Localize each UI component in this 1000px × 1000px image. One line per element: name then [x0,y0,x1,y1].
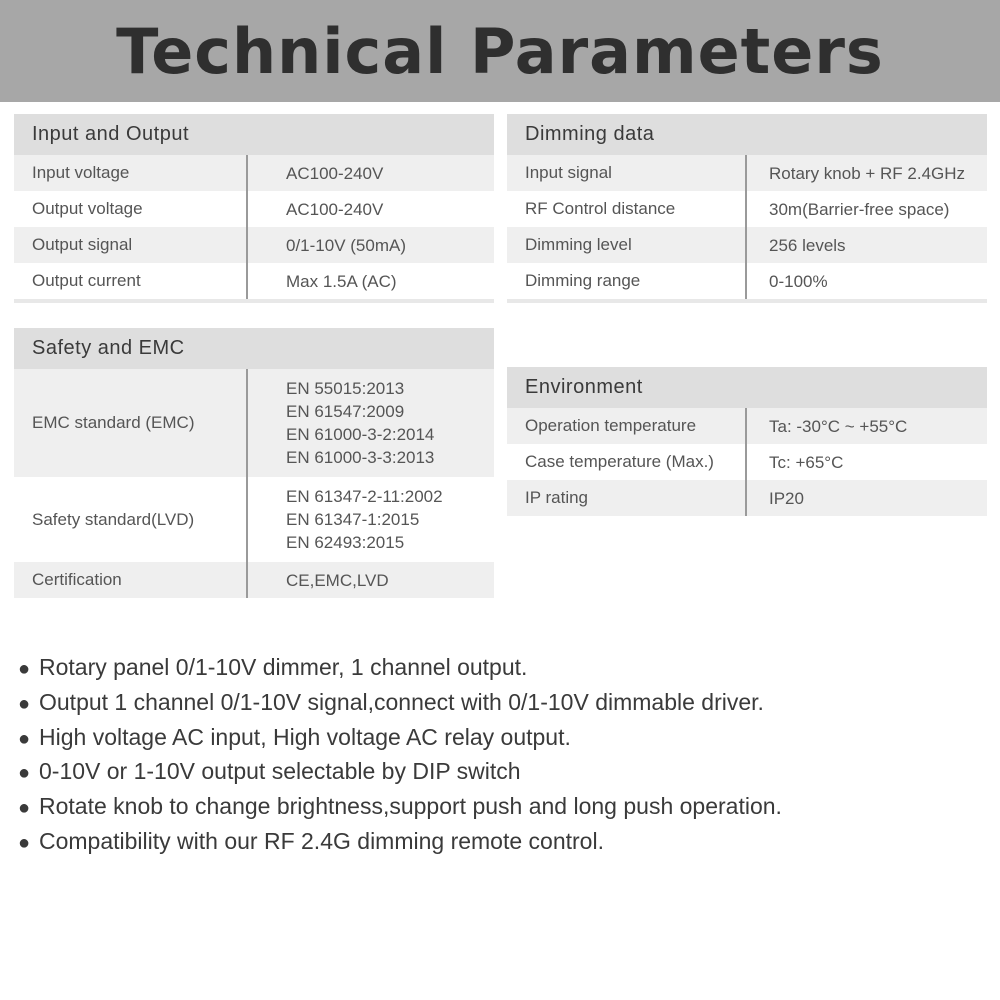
bullet-icon: ● [18,658,31,680]
row-label: Input signal [507,155,747,191]
row-label: Output signal [14,227,248,263]
standard-line: EN 61000-3-2:2014 [286,425,435,444]
row-label: Input voltage [14,155,248,191]
row-value: Ta: -30°C ~ +55°C [769,416,908,436]
bullet-icon: ● [18,831,31,854]
table-row [14,227,494,263]
row-value: 0/1-10V (50mA) [286,235,406,255]
table-row [507,155,987,191]
row-label: RF Control distance [507,191,747,227]
dimming-heading: Dimming data [507,114,987,155]
list-item [18,754,988,789]
feature-text: Compatibility with our RF 2.4G dimming remote control. [39,827,604,854]
table-row [14,263,494,299]
list-item [18,685,988,720]
table-row [507,227,987,263]
dimming-table [507,114,987,303]
standard-line: EN 62493:2015 [286,533,405,552]
environment-heading: Environment [507,367,987,408]
row-value: Tc: +65°C [769,452,844,472]
safety-emc-table [14,328,494,598]
row-label: Case temperature (Max.) [507,444,747,480]
environment-table [507,367,987,516]
bullet-icon: ● [18,692,31,715]
row-value [248,477,443,562]
list-item [18,789,988,824]
row-label: Safety standard(LVD) [14,477,248,562]
row-label: EMC standard (EMC) [14,369,248,477]
standard-line: EN 55015:2013 [286,379,405,398]
list-item [18,650,988,685]
row-label: Output voltage [14,191,248,227]
title-banner [0,0,1000,102]
safety-emc-heading: Safety and EMC [14,328,494,369]
row-value: 256 levels [769,235,846,255]
list-item [18,824,988,859]
row-value: IP20 [769,488,804,508]
row-value: 30m(Barrier-free space) [769,199,950,219]
row-label: Output current [14,263,248,299]
row-label: Dimming level [507,227,747,263]
table-row [14,562,494,598]
row-label: Operation temperature [507,408,747,444]
row-value: Rotary knob + RF 2.4GHz [769,163,966,183]
table-row [507,480,987,516]
row-value: AC100-240V [286,199,384,219]
standard-line: EN 61000-3-3:2013 [286,448,435,467]
row-label: Dimming range [507,263,747,299]
row-value: Max 1.5A (AC) [286,271,397,291]
standard-line: EN 61347-2-11:2002 [286,487,443,506]
table-row [507,263,987,299]
feature-list [18,650,988,859]
bullet-icon: ● [18,797,31,820]
table-row [14,191,494,227]
row-label: Certification [14,562,248,598]
input-output-heading: Input and Output [14,114,494,155]
input-output-table [14,114,494,303]
row-value [248,369,434,477]
row-label: IP rating [507,480,747,516]
feature-text: Rotate knob to change brightness,support push and long push operation. [39,793,782,820]
table-divider [507,299,987,303]
table-divider [14,299,494,303]
row-value: CE,EMC,LVD [286,570,389,590]
bullet-icon: ● [18,762,31,785]
feature-text: 0-10V or 1-10V output selectable by DIP switch [39,758,521,785]
table-row [14,155,494,191]
table-row [507,408,987,444]
page-title: Technical Parameters [116,14,884,88]
list-item [18,720,988,755]
table-row [507,444,987,480]
feature-text: High voltage AC input, High voltage AC relay output. [39,723,571,750]
table-row [14,477,494,562]
feature-text: Output 1 channel 0/1-10V signal,connect with 0/1-10V dimmable driver. [39,688,764,715]
standard-line: EN 61547:2009 [286,402,405,421]
table-row [507,191,987,227]
standard-line: EN 61347-1:2015 [286,510,420,529]
row-value: 0-100% [769,271,828,291]
bullet-icon: ● [18,727,31,750]
table-row [14,369,494,477]
feature-text: Rotary panel 0/1-10V dimmer, 1 channel output. [39,654,528,680]
row-value: AC100-240V [286,163,384,183]
